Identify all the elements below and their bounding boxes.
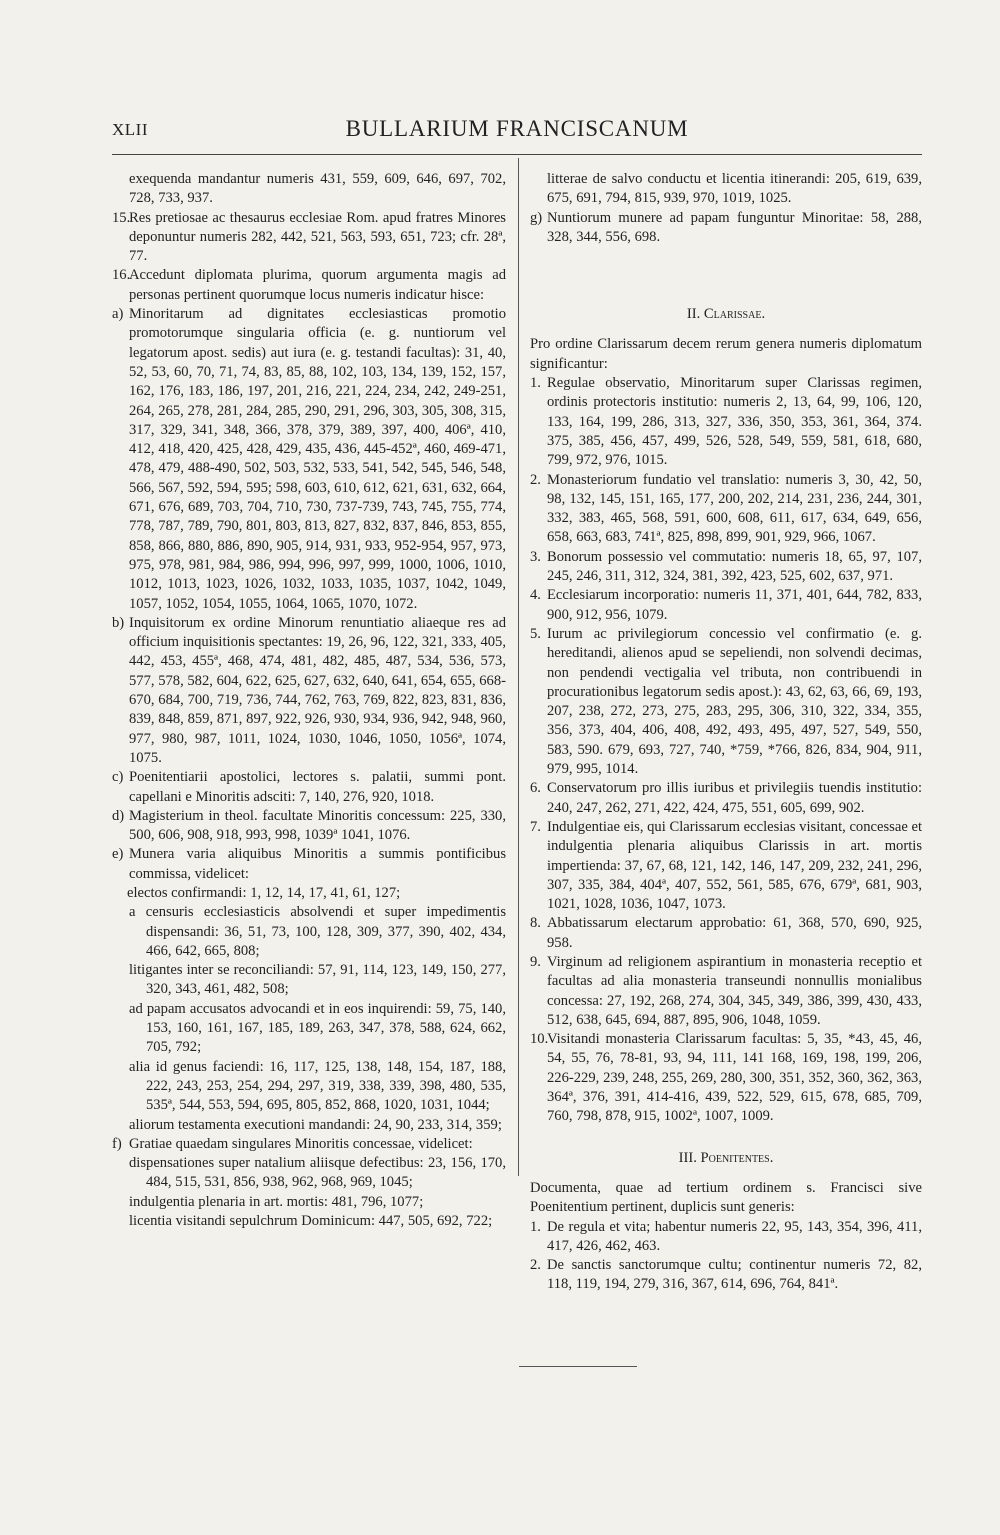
entry-label: 9.: [530, 953, 541, 970]
entry-label: c): [112, 769, 124, 786]
entry-text: Monasteriorum fundatio vel translatio: numeris 3, 30, 42, 50, 98, 132, 145, 151, 165, 177, 200, 202, 214, 231, 236, 244, 301, 332, 383, 465, 568, 591, 600, 608, 611, 617, 634, 649, 656, 658, 663, 683, 741ª, 825, 898, 899, 901, 929, 966, 1067.: [547, 471, 922, 546]
entry-text: Iurum ac privilegiorum concessio vel confirmatio (e. g. hereditandi, alienos apud se sepeliendi, non solvendi decimas, non pendendi vectigalia vel tributa, non contribuendi in procurationibus legatorum sedis apost.): 43, 62, 63, 66, 69, 193, 207, 238, 272, 273, 275, 283, 295, 306, 310, 322, 334, 355, 356, 373, 404, 406, 408, 492, 493, 495, 497, 527, 549, 550, 583, 590. 679, 693, 727, 740, *759, *766, 826, 834, 904, 911, 979, 995, 1014.: [547, 625, 922, 778]
entry-text: Indulgentiae eis, qui Clarissarum ecclesias visitant, concessae et indulgentia plenaria aliquibus Clarissis in art. mortis impertienda: 37, 67, 68, 121, 142, 146, 147, 209, 232, 241, 296, 307, 335, 384, 404ª, 407, 552, 561, 585, 676, 679ª, 681, 903, 1021, 1028, 1036, 1047, 1073.: [547, 818, 922, 913]
entry-text: Gratiae quaedam singulares Minoritis concessae, videlicet:: [129, 1135, 473, 1152]
index-entry: [112, 1212, 506, 1231]
entry-text: Visitandi monasteria Clarissarum facultas: 5, 35, *43, 45, 46, 54, 55, 76, 78-81, 93, 94, 111, 141 168, 169, 198, 199, 206, 226-229, 239, 248, 255, 269, 280, 300, 351, 352, 360, 362, 363, 364ª, 376, 391, 414-416, 439, 522, 529, 615, 678, 685, 709, 760, 798, 878, 915, 1002ª, 1007, 1009.: [547, 1031, 922, 1125]
index-entry: [530, 335, 922, 374]
index-entry: [530, 209, 922, 248]
index-entry: [112, 903, 506, 961]
column-divider: [518, 158, 519, 1176]
index-entry: [530, 914, 922, 953]
entry-label: 10.: [530, 1031, 549, 1048]
index-entry: [530, 1179, 922, 1218]
entry-label: g): [530, 209, 543, 226]
entry-label: b): [112, 614, 125, 631]
entry-text: Inquisitorum ex ordine Minorum renuntiatio aliaeque res ad officium inquisitionis spectantes: 19, 26, 96, 122, 321, 333, 405, 442, 453, 455ª, 468, 474, 481, 482, 485, 487, 534, 536, 573, 577, 578, 582, 604, 622, 625, 627, 632, 640, 641, 654, 655, 668-670, 684, 700, 719, 736, 744, 762, 763, 769, 822, 823, 831, 836, 839, 848, 859, 871, 897, 922, 926, 930, 934, 936, 942, 948, 960, 977, 980, 987, 1011, 1024, 1030, 1046, 1050, 1056ª, 1074, 1075.: [129, 614, 507, 766]
entry-label: a): [112, 306, 124, 323]
entry-label: 16.: [112, 267, 131, 284]
entry-text: indulgentia plenaria in art. mortis: 481, 796, 1077;: [129, 1193, 424, 1210]
entry-text: De sanctis sanctorumque cultu; continentur numeris 72, 82, 118, 119, 194, 279, 316, 367, 614, 696, 764, 841ª.: [547, 1257, 922, 1293]
running-title: BULLARIUM FRANCISCANUM: [345, 116, 689, 141]
entry-text: aliorum testamenta executioni mandandi: 24, 90, 233, 314, 359;: [129, 1116, 502, 1133]
entry-text: alia id genus faciendi: 16, 117, 125, 138, 148, 154, 187, 188, 222, 243, 253, 254, 294, 297, 319, 338, 339, 398, 480, 535, 535ª, 544, 553, 594, 695, 805, 852, 868, 1020, 1031, 1044;: [129, 1058, 506, 1114]
section-heading: III. Poenitentes.: [678, 1149, 774, 1166]
entry-text: Nuntiorum munere ad papam funguntur Minoritae: 58, 288, 328, 344, 556, 698.: [547, 209, 922, 245]
index-entry: [112, 305, 506, 614]
entry-label: 2.: [530, 471, 541, 488]
entry-text: Bonorum possessio vel commutatio: numeris 18, 65, 97, 107, 245, 246, 311, 312, 324, 381, 392, 423, 525, 602, 637, 971.: [547, 548, 922, 585]
entry-text: Munera varia aliquibus Minoritis a summis pontificibus commissa, videlicet:: [129, 846, 506, 882]
index-entry: [530, 1218, 922, 1257]
index-entry: [112, 1116, 506, 1135]
entry-label: 2.: [530, 1257, 541, 1274]
entry-text: Documenta, quae ad tertium ordinem s. Francisci sive Poenitentium pertinent, duplicis sunt generis:: [530, 1179, 922, 1216]
index-entry: [112, 170, 506, 209]
index-entry: [530, 1030, 922, 1126]
entry-label: 8.: [530, 915, 541, 932]
entry-text: dispensationes super natalium aliisque defectibus: 23, 156, 170, 484, 515, 531, 856, 938, 962, 968, 969, 1045;: [129, 1155, 506, 1191]
page-number: XLII: [112, 120, 148, 139]
entry-text: litigantes inter se reconciliandi: 57, 91, 114, 123, 149, 150, 277, 320, 343, 461, 482, 508;: [129, 962, 506, 998]
index-entry: [530, 170, 922, 209]
index-entry: [530, 818, 922, 914]
entry-label: 6.: [530, 780, 541, 797]
entry-label: e): [112, 846, 124, 863]
section-heading: II. Clarissae.: [686, 306, 766, 323]
entry-text: litterae de salvo conductu et licentia itinerandi: 205, 619, 639, 675, 691, 794, 815, 939, 970, 1019, 1025.: [547, 171, 922, 207]
entry-label: d): [112, 807, 125, 824]
entry-text: Res pretiosae ac thesaurus ecclesiae Rom. apud fratres Minores deponuntur numeris 282, 442, 521, 563, 593, 651, 723; cfr. 28ª, 77.: [129, 209, 506, 265]
entry-text: Regulae observatio, Minoritarum super Clarissas regimen, ordinis protectoris institutio: numeris 2, 13, 64, 99, 106, 120, 133, 164, 199, 286, 313, 327, 336, 350, 353, 361, 364, 374. 375, 385, 456, 457, 499, 526, 528, 549, 559, 581, 618, 680, 799, 972, 976, 1015.: [547, 375, 922, 469]
entry-text: exequenda mandantur numeris 431, 559, 609, 646, 697, 702, 728, 733, 937.: [129, 171, 506, 207]
right-column: [530, 170, 922, 1295]
index-entry: [530, 471, 922, 548]
index-entry: [112, 266, 506, 305]
index-entry: [112, 884, 506, 903]
index-entry: [112, 614, 506, 768]
index-entry: [112, 961, 506, 1000]
column-end-rule: [519, 1366, 637, 1367]
entry-text: Minoritarum ad dignitates ecclesiasticas promotio promotorumque singularia officia (e. g. nuntiorum vel legatorum apost. sedis) aut iura (e. g. testandi facultas): 31, 40, 52, 53, 60, 70, 71, 74, 83, 85, 88, 102, 103, 134, 139, 152, 157, 162, 176, 183, 186, 197, 201, 216, 221, 224, 234, 242, 249-251, 264, 265, 278, 281, 284, 285, 290, 291, 296, 303, 305, 308, 315, 317, 329, 341, 348, 366, 378, 379, 389, 397, 400, 406ª, 410, 412, 418, 420, 425, 428, 429, 435, 436, 445-452ª, 460, 469-471, 478, 479, 488-490, 502, 503, 532, 533, 541, 542, 545, 546, 548, 566, 567, 592, 594, 595; 598, 603, 610, 612, 621, 631, 632, 664, 671, 676, 689, 703, 704, 710, 730, 737-739, 743, 745, 755, 774, 778, 787, 789, 790, 801, 803, 813, 827, 832, 837, 846, 853, 855, 858, 866, 880, 886, 890, 905, 914, 931, 933, 952-954, 957, 973, 975, 978, 981, 984, 986, 994, 996, 997, 999, 1000, 1006, 1010, 1012, 1013, 1023, 1026, 1032, 1033, 1035, 1037, 1042, 1049, 1057, 1052, 1054, 1055, 1064, 1065, 1070, 1072.: [129, 306, 506, 612]
index-entry: [112, 1058, 506, 1116]
entry-label: 5.: [530, 625, 541, 642]
index-entry: [530, 953, 922, 1030]
entry-text: electos confirmandi: 1, 12, 14, 17, 41, 61, 127;: [127, 884, 401, 901]
index-entry: [112, 1000, 506, 1058]
index-entry: [112, 807, 506, 846]
index-entry: [530, 374, 922, 470]
index-entry: [530, 1256, 922, 1295]
index-entry: [112, 1193, 506, 1212]
entry-text: De regula et vita; habentur numeris 22, 95, 143, 354, 396, 411, 417, 426, 462, 463.: [547, 1218, 922, 1254]
index-entry: [530, 625, 922, 779]
entry-text: Ecclesiarum incorporatio: numeris 11, 371, 401, 644, 782, 833, 900, 912, 956, 1079.: [547, 587, 922, 623]
index-entry: [112, 768, 506, 807]
entry-text: a censuris ecclesiasticis absolvendi et super impedimentis dispensandi: 36, 51, 73, 100, 128, 309, 377, 390, 402, 434, 466, 642, 665, 808;: [129, 904, 506, 959]
index-entry: [112, 1135, 506, 1154]
index-entry: [530, 779, 922, 818]
index-entry: [112, 845, 506, 884]
entry-label: 7.: [530, 818, 541, 835]
entry-text: Poenitentiarii apostolici, lectores s. palatii, summi pont. capellani e Minoritis adsciti: 7, 140, 276, 920, 1018.: [129, 769, 506, 805]
entry-label: 1.: [530, 375, 541, 392]
left-column: [112, 170, 506, 1231]
entry-text: Magisterium in theol. facultate Minoritis concessum: 225, 330, 500, 606, 908, 918, 993, 998, 1039ª 1041, 1076.: [129, 807, 506, 844]
entry-text: Abbatissarum electarum approbatio: 61, 368, 570, 690, 925, 958.: [547, 915, 922, 951]
entry-text: Conservatorum pro illis iuribus et privilegiis tuendis institutio: 240, 247, 262, 271, 422, 424, 475, 551, 605, 699, 902.: [547, 780, 922, 816]
entry-label: 3.: [530, 548, 541, 565]
entry-text: Pro ordine Clarissarum decem rerum genera numeris diplomatum significantur:: [530, 336, 922, 372]
entry-text: licentia visitandi sepulchrum Dominicum: 447, 505, 692, 722;: [129, 1213, 493, 1230]
index-entry: [112, 209, 506, 267]
index-entry: [530, 548, 922, 587]
index-entry: [112, 1154, 506, 1193]
entry-text: Accedunt diplomata plurima, quorum argumenta magis ad personas pertinent quorumque locus numeris indicatur hisce:: [129, 267, 506, 303]
entry-label: 15.: [112, 209, 131, 226]
entry-text: ad papam accusatos advocandi et in eos inquirendi: 59, 75, 140, 153, 160, 161, 167, 185, 189, 263, 347, 378, 588, 624, 662, 705, 792;: [129, 1000, 506, 1056]
entry-label: f): [112, 1135, 122, 1152]
entry-label: 4.: [530, 587, 541, 604]
entry-label: 1.: [530, 1218, 541, 1235]
page-header: [112, 114, 922, 155]
entry-text: Virginum ad religionem aspirantium in monasteria receptio et facultas ad alia monasteria transeundi nonnullis monialibus concessa: 27, 192, 268, 274, 304, 345, 349, 386, 399, 430, 433, 512, 638, 645, 694, 887, 895, 906, 1048, 1059.: [547, 953, 922, 1028]
index-entry: [530, 586, 922, 625]
